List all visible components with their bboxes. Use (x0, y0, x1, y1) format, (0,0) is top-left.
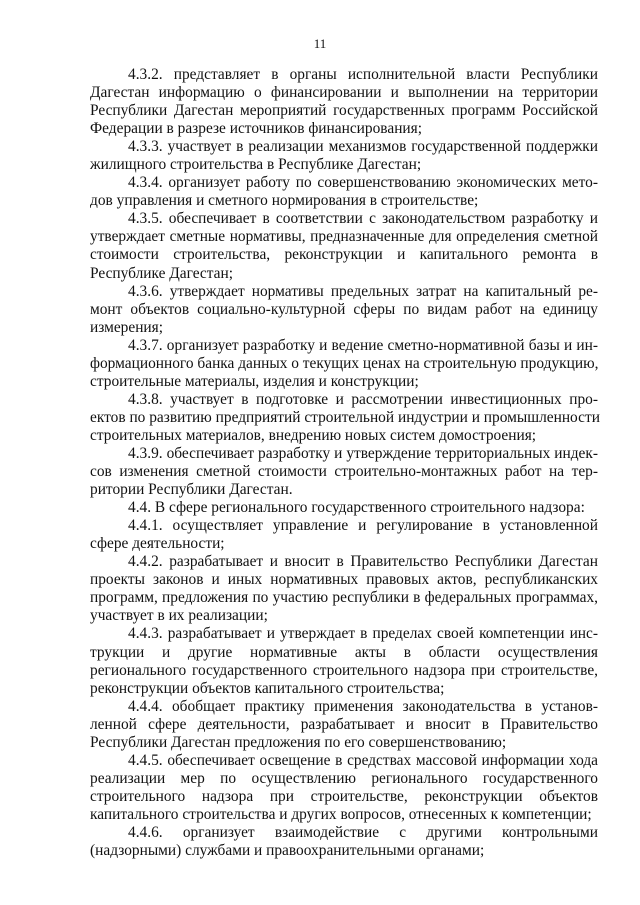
text-line: дов управления и сметного нормирования в строительстве; (90, 192, 479, 210)
text-line: ритории Республики Дагестан. (90, 481, 293, 499)
paragraph-11 (90, 553, 598, 625)
text-line: капитального строительства и других вопросов, отнесенных к компетенции; (90, 805, 592, 823)
text-line: 4.3.2. представляет в органы исполнительной власти Республики (128, 66, 598, 83)
paragraph-15 (90, 824, 598, 860)
text-line: строительные материалы, изделия и конструкции; (90, 372, 419, 390)
text-line: 4.3.7. организует разработку и ведение сметно-нормативной базы и ин- (128, 336, 598, 354)
paragraph-12 (90, 625, 598, 697)
text-line: Республике Дагестан; (90, 264, 234, 282)
text-line: сфере деятельности; (90, 535, 225, 553)
text-line: 4.4.6. организует взаимодействие с другими контрольными (128, 823, 598, 841)
text-line: 4.4.3. разрабатывает и утверждает в пределах своей компетенции инс- (128, 625, 598, 643)
paragraph-13 (90, 698, 598, 752)
text-line: 4.4.4. обобщает практику применения законодательства в установ- (128, 697, 598, 715)
text-line: 4.4.1. осуществляет управление и регулирование в установленной (128, 517, 598, 535)
paragraph-6 (90, 337, 598, 391)
text-line: (надзорными) службами и правоохранительными органами; (90, 842, 485, 860)
text-line: 4.4.5. обеспечивает освещение в средствах массовой информации хода (128, 751, 598, 769)
text-line: строительных материалов, внедрению новых систем домостроения; (90, 426, 537, 444)
text-line: ектов по развитию предприятий строительной индустрии и промышленности (90, 408, 600, 426)
text-line: строительного надзора при строительстве, реконструкции объектов (90, 787, 598, 805)
text-line: 4.3.5. обеспечивает в соответствии с законодательством разработку и (128, 210, 598, 228)
text-line: 4.3.3. участвует в реализации механизмов государственной поддержки (128, 138, 598, 156)
paragraph-10 (90, 517, 598, 553)
paragraph-9 (90, 499, 598, 517)
text-line: участвует в их реализации; (90, 607, 268, 625)
document-body (90, 66, 598, 860)
text-line: утверждает сметные нормативы, предназначенные для определения сметной (90, 228, 598, 246)
text-line: 4.3.6. утверждает нормативы предельных затрат на капитальный ре- (128, 282, 598, 300)
text-line: измерения; (90, 318, 164, 336)
text-line: 4.3.8. участвует в подготовке и рассмотрении инвестиционных про- (128, 390, 598, 408)
text-line: Федерации в разрезе источников финансирования; (90, 120, 423, 138)
text-line: монт объектов социально-культурной сферы по видам работ на единицу (90, 300, 598, 318)
page-number: 11 (313, 36, 327, 51)
text-line: 4.4. В сфере регионального государственного строительного надзора: (128, 499, 585, 517)
paragraph-14 (90, 752, 598, 824)
paragraph-3 (90, 174, 598, 210)
paragraph-5 (90, 283, 598, 337)
text-line: сов изменения сметной стоимости строительно-монтажных работ на тер- (90, 463, 598, 481)
text-line: жилищного строительства в Республике Дагестан; (90, 156, 422, 174)
paragraph-2 (90, 138, 598, 174)
paragraph-8 (90, 445, 598, 499)
text-line: стоимости строительства, реконструкции и капитального ремонта в (90, 246, 598, 264)
text-line: реконструкции объектов капитального строительства; (90, 679, 445, 697)
paragraph-7 (90, 391, 598, 445)
text-line: трукции и другие нормативные акты в области осуществления (90, 643, 598, 661)
text-line: формационного банка данных о текущих ценах на строительную продукцию, (90, 354, 599, 372)
text-line: программ, предложения по участию республики в федеральных программах, (90, 589, 598, 607)
text-line: реализации мер по осуществлению регионального государственного (90, 769, 598, 787)
text-line: 4.3.4. организует работу по совершенствованию экономических мето- (128, 174, 598, 192)
text-line: Республики Дагестан предложения по его совершенствованию; (90, 733, 507, 751)
text-line: 4.3.9. обеспечивает разработку и утверждение территориальных индек- (128, 444, 598, 462)
text-line: 4.4.2. разрабатывает и вносит в Правительство Республики Дагестан (128, 553, 598, 571)
text-line: ленной сфере деятельности, разрабатывает и вносит в Правительство (90, 715, 598, 733)
text-line: Дагестан информацию о финансировании и выполнении на территории (90, 84, 598, 102)
text-line: регионального государственного строительного надзора при строительстве, (90, 661, 598, 679)
paragraph-4 (90, 210, 598, 282)
text-line: Республики Дагестан мероприятий государственных программ Российской (90, 102, 598, 120)
paragraph-1 (90, 66, 598, 138)
text-line: проекты законов и иных нормативных правовых актов, республиканских (90, 571, 598, 589)
